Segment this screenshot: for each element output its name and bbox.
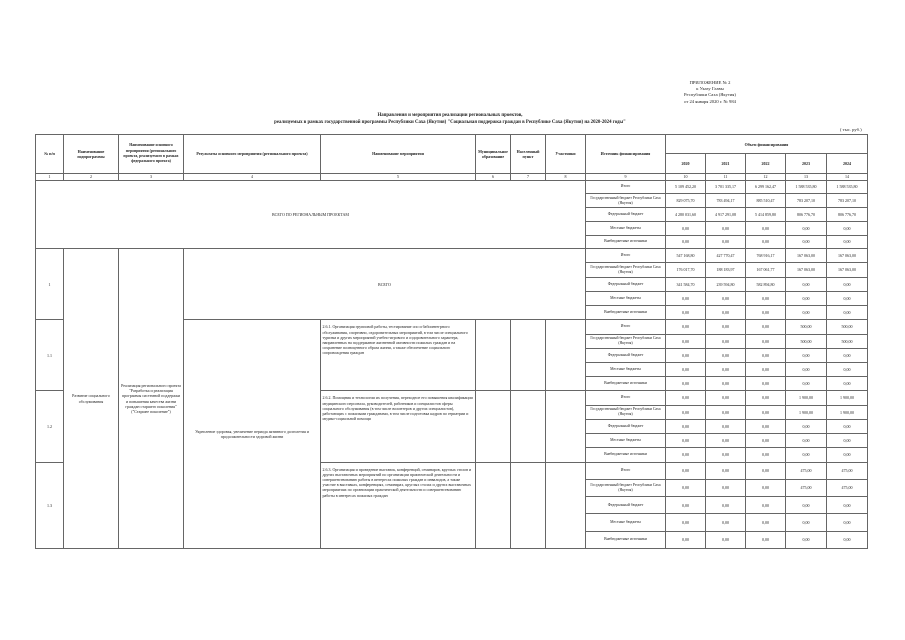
- amount-cell: 0,00: [827, 362, 868, 376]
- amount-cell: 783 207,10: [827, 194, 868, 208]
- row-number: 1.1: [36, 320, 64, 391]
- amount-cell: 0,00: [706, 497, 746, 514]
- amount-cell: 0,00: [786, 306, 827, 320]
- source-label: Внебюджетные источники: [586, 531, 666, 548]
- amount-cell: 0,00: [706, 320, 746, 334]
- amount-cell: 0,00: [666, 434, 706, 448]
- amount-cell: 0,00: [827, 377, 868, 391]
- amount-cell: 0,00: [746, 377, 786, 391]
- source-label: Итого: [586, 249, 666, 263]
- amount-cell: 0,00: [706, 306, 746, 320]
- amount-cell: 0,00: [706, 235, 746, 249]
- amount-cell: 5 109 452,20: [666, 180, 706, 194]
- amount-cell: 0,00: [827, 497, 868, 514]
- amount-cell: 0,00: [746, 306, 786, 320]
- amount-cell: 0,00: [706, 391, 746, 405]
- amount-cell: 0,00: [746, 531, 786, 548]
- source-label: Внебюджетные источники: [586, 306, 666, 320]
- amount-cell: 0,00: [666, 320, 706, 334]
- header-participant: Участники: [546, 135, 586, 174]
- column-number: 9: [586, 173, 666, 180]
- column-number: 7: [511, 173, 546, 180]
- amount-cell: 1 900,00: [786, 391, 827, 405]
- settlement-cell: [511, 391, 546, 462]
- amount-cell: 1 588 535,80: [786, 180, 827, 194]
- approval-line: от 24 января 2020 г. № 984: [684, 98, 736, 104]
- title-line-1: Направления и мероприятия реализации региональных проектов,: [377, 113, 523, 118]
- header-municipality: Муниципальное образование: [476, 135, 511, 174]
- amount-cell: 167 063,00: [827, 263, 868, 277]
- settlement-cell: [511, 462, 546, 549]
- amount-cell: 0,00: [746, 348, 786, 362]
- source-label: Местные бюджеты: [586, 514, 666, 531]
- column-number: 14: [827, 173, 868, 180]
- participant-cell: [546, 391, 586, 462]
- column-number: 2: [64, 173, 119, 180]
- measure-text: 2.6.1. Организация групповой работы, тестирование спо и бабоинтегрного обслуживания, спортивно, оздоровительных мероприятий, в том числе специального туризма и других мероприятий учебно-игрового и оздоровительного характера, направленных на поддержание жизненной активности пожилых граждан и на сохранение полноценного образа жизни, а также обеспечение социального сопровождения граждан: [321, 320, 476, 391]
- header-project: Наименование основного мероприятия (регионального проекта, реализуемого в рамках федерального проекта): [119, 135, 184, 174]
- amount-cell: 0,00: [827, 531, 868, 548]
- amount-cell: 0,00: [746, 334, 786, 348]
- amount-cell: 0,00: [827, 277, 868, 291]
- amount-cell: 0,00: [786, 514, 827, 531]
- table-row: [36, 180, 868, 194]
- amount-cell: 783 207,10: [786, 194, 827, 208]
- approval-line: ПРИЛОЖЕНИЕ № 2: [689, 80, 731, 85]
- amount-cell: 167 063,00: [786, 263, 827, 277]
- row-number: 1.3: [36, 462, 64, 549]
- amount-cell: 0,00: [706, 405, 746, 419]
- amount-cell: 885 510,47: [746, 194, 786, 208]
- source-label: Итого: [586, 320, 666, 334]
- header-year: 2021: [706, 154, 746, 173]
- amount-cell: 0,00: [706, 348, 746, 362]
- source-label: Итого: [586, 462, 666, 479]
- amount-cell: 0,00: [746, 405, 786, 419]
- unit-label: ( тыс. руб.): [840, 127, 862, 132]
- amount-cell: 0,00: [786, 277, 827, 291]
- amount-cell: 500,00: [827, 334, 868, 348]
- amount-cell: 0,00: [746, 362, 786, 376]
- amount-cell: 0,00: [786, 531, 827, 548]
- measure-text: 2.6.3. Организация и проведение выставок, конференций, семинаров, круглых столов и других выставочных мероприятий по организации практической деятельности и совершенствованию работы в интересах пожилых граждан и инвалидов, а также участие в выставках, конференциях, семинарах, круглых столах и других выставочных мероприятиях по организации практической деятельности и совершенствованию работы в интересах пожилых граждан: [321, 462, 476, 549]
- amount-cell: 500,00: [786, 320, 827, 334]
- amount-cell: 0,00: [786, 497, 827, 514]
- source-label: Государственный бюджет Республики Саха (Якутия): [586, 263, 666, 277]
- amount-cell: 0,00: [666, 419, 706, 433]
- column-number: 8: [546, 173, 586, 180]
- amount-cell: 4 917 291,08: [706, 208, 746, 222]
- amount-cell: 0,00: [706, 462, 746, 479]
- amount-cell: 0,00: [786, 419, 827, 433]
- header-settlement: Населенный пункт: [511, 135, 546, 174]
- source-label: Федеральный бюджет: [586, 348, 666, 362]
- amount-cell: 0,00: [746, 497, 786, 514]
- amount-cell: 0,00: [786, 291, 827, 305]
- amount-cell: 0,00: [786, 448, 827, 462]
- row-number: 1.2: [36, 391, 64, 462]
- header-year: 2020: [666, 154, 706, 173]
- amount-cell: 167 061,77: [746, 263, 786, 277]
- amount-cell: 341 584,70: [666, 277, 706, 291]
- amount-cell: 0,00: [706, 377, 746, 391]
- project-name: Реализация регионального проекта "Разработка и реализация программы системной поддержки и повышения качества жизни граждан старшего поколения" ("Старшее поколение"): [119, 249, 184, 549]
- amount-cell: 0,00: [666, 405, 706, 419]
- column-number: 10: [666, 173, 706, 180]
- amount-cell: 0,00: [666, 306, 706, 320]
- amount-cell: 176 017,70: [666, 263, 706, 277]
- amount-cell: 0,00: [827, 448, 868, 462]
- amount-cell: 0,00: [666, 479, 706, 496]
- amount-cell: 829 075,70: [666, 194, 706, 208]
- amount-cell: 427 770,47: [706, 249, 746, 263]
- results-text: Укрепление здоровья, увеличение периода активного долголетия и продолжительности здоровой жизни: [184, 320, 321, 549]
- amount-cell: 0,00: [706, 221, 746, 235]
- amount-cell: 0,00: [666, 531, 706, 548]
- amount-cell: 0,00: [666, 221, 706, 235]
- amount-cell: 0,00: [746, 221, 786, 235]
- amount-cell: 0,00: [746, 448, 786, 462]
- table-row: [36, 173, 868, 180]
- source-label: Федеральный бюджет: [586, 277, 666, 291]
- source-label: Внебюджетные источники: [586, 377, 666, 391]
- header-volume: Объем финансирования: [666, 135, 868, 154]
- block-label: ВСЕГО: [184, 249, 586, 320]
- amount-cell: 1 900,00: [827, 391, 868, 405]
- amount-cell: 0,00: [786, 348, 827, 362]
- title-line-2: реализуемых в рамках государственной программы Республики Саха (Якутия) "Социальная поддержка граждан в Республике Саха (Якутия) на 2020-2024 годы": [274, 119, 626, 125]
- source-label: Итого: [586, 391, 666, 405]
- source-label: Местные бюджеты: [586, 291, 666, 305]
- source-label: Местные бюджеты: [586, 434, 666, 448]
- amount-cell: 1 900,00: [786, 405, 827, 419]
- municipality-cell: [476, 320, 511, 391]
- approval-line: к Указу Главы: [696, 86, 724, 92]
- column-number: 13: [786, 173, 827, 180]
- amount-cell: 0,00: [706, 434, 746, 448]
- header-year: 2023: [786, 154, 827, 173]
- amount-cell: 0,00: [786, 362, 827, 376]
- amount-cell: 0,00: [827, 348, 868, 362]
- amount-cell: 475,00: [786, 462, 827, 479]
- column-number: 1: [36, 173, 64, 180]
- amount-cell: 188 183,97: [706, 263, 746, 277]
- amount-cell: 475,00: [786, 479, 827, 496]
- amount-cell: 0,00: [827, 306, 868, 320]
- amount-cell: 167 063,00: [786, 249, 827, 263]
- amount-cell: 0,00: [666, 362, 706, 376]
- amount-cell: 5 414 859,80: [746, 208, 786, 222]
- amount-cell: 0,00: [786, 434, 827, 448]
- source-label: Местные бюджеты: [586, 362, 666, 376]
- header-measure: Наименование мероприятия: [321, 135, 476, 174]
- amount-cell: 0,00: [666, 391, 706, 405]
- amount-cell: 0,00: [666, 448, 706, 462]
- amount-cell: 0,00: [666, 334, 706, 348]
- amount-cell: 1 588 535,80: [827, 180, 868, 194]
- amount-cell: 6 299 162,47: [746, 180, 786, 194]
- amount-cell: 500,00: [786, 334, 827, 348]
- table-row: [36, 249, 868, 263]
- amount-cell: 0,00: [746, 391, 786, 405]
- amount-cell: 0,00: [746, 514, 786, 531]
- header-num: № п/п: [36, 135, 64, 174]
- amount-cell: 547 168,80: [666, 249, 706, 263]
- column-number: 11: [706, 173, 746, 180]
- amount-cell: 806 776,70: [827, 208, 868, 222]
- amount-cell: 1 900,00: [827, 405, 868, 419]
- municipality-cell: [476, 462, 511, 549]
- subprogram-name: Развитие социального обслуживания: [64, 249, 119, 549]
- source-label: Местные бюджеты: [586, 221, 666, 235]
- amount-cell: 0,00: [706, 291, 746, 305]
- amount-cell: 806 776,70: [786, 208, 827, 222]
- source-label: Федеральный бюджет: [586, 497, 666, 514]
- column-number: 6: [476, 173, 511, 180]
- amount-cell: 4 280 031,60: [666, 208, 706, 222]
- amount-cell: 0,00: [666, 291, 706, 305]
- amount-cell: 0,00: [706, 362, 746, 376]
- amount-cell: 0,00: [746, 462, 786, 479]
- amount-cell: 475,00: [827, 462, 868, 479]
- amount-cell: 0,00: [786, 377, 827, 391]
- amount-cell: 0,00: [786, 221, 827, 235]
- source-label: Внебюджетные источники: [586, 235, 666, 249]
- column-number: 4: [184, 173, 321, 180]
- amount-cell: 0,00: [746, 434, 786, 448]
- amount-cell: 0,00: [706, 479, 746, 496]
- amount-cell: 0,00: [827, 235, 868, 249]
- amount-cell: 167 063,00: [827, 249, 868, 263]
- column-number: 5: [321, 173, 476, 180]
- municipality-cell: [476, 391, 511, 462]
- source-label: Государственный бюджет Республики Саха (Якутия): [586, 194, 666, 208]
- amount-cell: 783 494,17: [706, 194, 746, 208]
- document-title: [150, 113, 750, 126]
- amount-cell: 0,00: [746, 479, 786, 496]
- approval-line: Республики Саха (Якутия): [684, 92, 736, 98]
- participant-cell: [546, 462, 586, 549]
- source-label: Внебюджетные источники: [586, 448, 666, 462]
- amount-cell: 0,00: [786, 235, 827, 249]
- amount-cell: 0,00: [666, 377, 706, 391]
- financing-table: [35, 134, 868, 549]
- amount-cell: 0,00: [746, 291, 786, 305]
- amount-cell: 0,00: [666, 235, 706, 249]
- amount-cell: 0,00: [666, 497, 706, 514]
- header-results: Результаты основного мероприятия (регионального проекта): [184, 135, 321, 174]
- amount-cell: 0,00: [706, 531, 746, 548]
- source-label: Государственный бюджет Республики Саха (Якутия): [586, 405, 666, 419]
- approval-stamp: [640, 80, 780, 105]
- measure-text: 2.6.2. Помощник и технологии их получения, переходное его повышения квалификации медицинского персонала, руководителей, работников и специалистов сферы социального обслуживания (в том числе волонтеров и других специалистов), работающих с пожилыми гражданами, в том числе подготовка кадров по гериатрии и медико-социальной помощи: [321, 391, 476, 462]
- amount-cell: 3 701 335,17: [706, 180, 746, 194]
- participant-cell: [546, 320, 586, 391]
- table-row: [36, 135, 868, 154]
- amount-cell: 475,00: [827, 479, 868, 496]
- header-year: 2022: [746, 154, 786, 173]
- amount-cell: 0,00: [706, 448, 746, 462]
- header-subprogram: Наименование подпрограммы: [64, 135, 119, 174]
- amount-cell: 0,00: [666, 462, 706, 479]
- amount-cell: 0,00: [706, 419, 746, 433]
- settlement-cell: [511, 320, 546, 391]
- source-label: Государственный бюджет Республики Саха (Якутия): [586, 479, 666, 496]
- source-label: Федеральный бюджет: [586, 208, 666, 222]
- amount-cell: 0,00: [706, 514, 746, 531]
- header-year: 2024: [827, 154, 868, 173]
- amount-cell: 500,00: [827, 320, 868, 334]
- column-number: 12: [746, 173, 786, 180]
- amount-cell: 0,00: [666, 514, 706, 531]
- amount-cell: 0,00: [666, 348, 706, 362]
- total-label: ВСЕГО ПО РЕГИОНАЛЬНЫМ ПРОЕКТАМ: [36, 180, 586, 249]
- column-number: 3: [119, 173, 184, 180]
- row-number: 1: [36, 249, 64, 320]
- source-label: Государственный бюджет Республики Саха (Якутия): [586, 334, 666, 348]
- amount-cell: 0,00: [746, 419, 786, 433]
- amount-cell: 0,00: [827, 434, 868, 448]
- source-label: Федеральный бюджет: [586, 419, 666, 433]
- amount-cell: 0,00: [746, 235, 786, 249]
- amount-cell: 582 894,80: [746, 277, 786, 291]
- amount-cell: 0,00: [827, 419, 868, 433]
- amount-cell: 0,00: [827, 514, 868, 531]
- header-source: Источник финансирования: [586, 135, 666, 174]
- amount-cell: 0,00: [827, 221, 868, 235]
- amount-cell: 768 916,17: [746, 249, 786, 263]
- amount-cell: 0,00: [706, 334, 746, 348]
- amount-cell: 0,00: [746, 320, 786, 334]
- amount-cell: 0,00: [827, 291, 868, 305]
- amount-cell: 239 594,80: [706, 277, 746, 291]
- source-label: Итого: [586, 180, 666, 194]
